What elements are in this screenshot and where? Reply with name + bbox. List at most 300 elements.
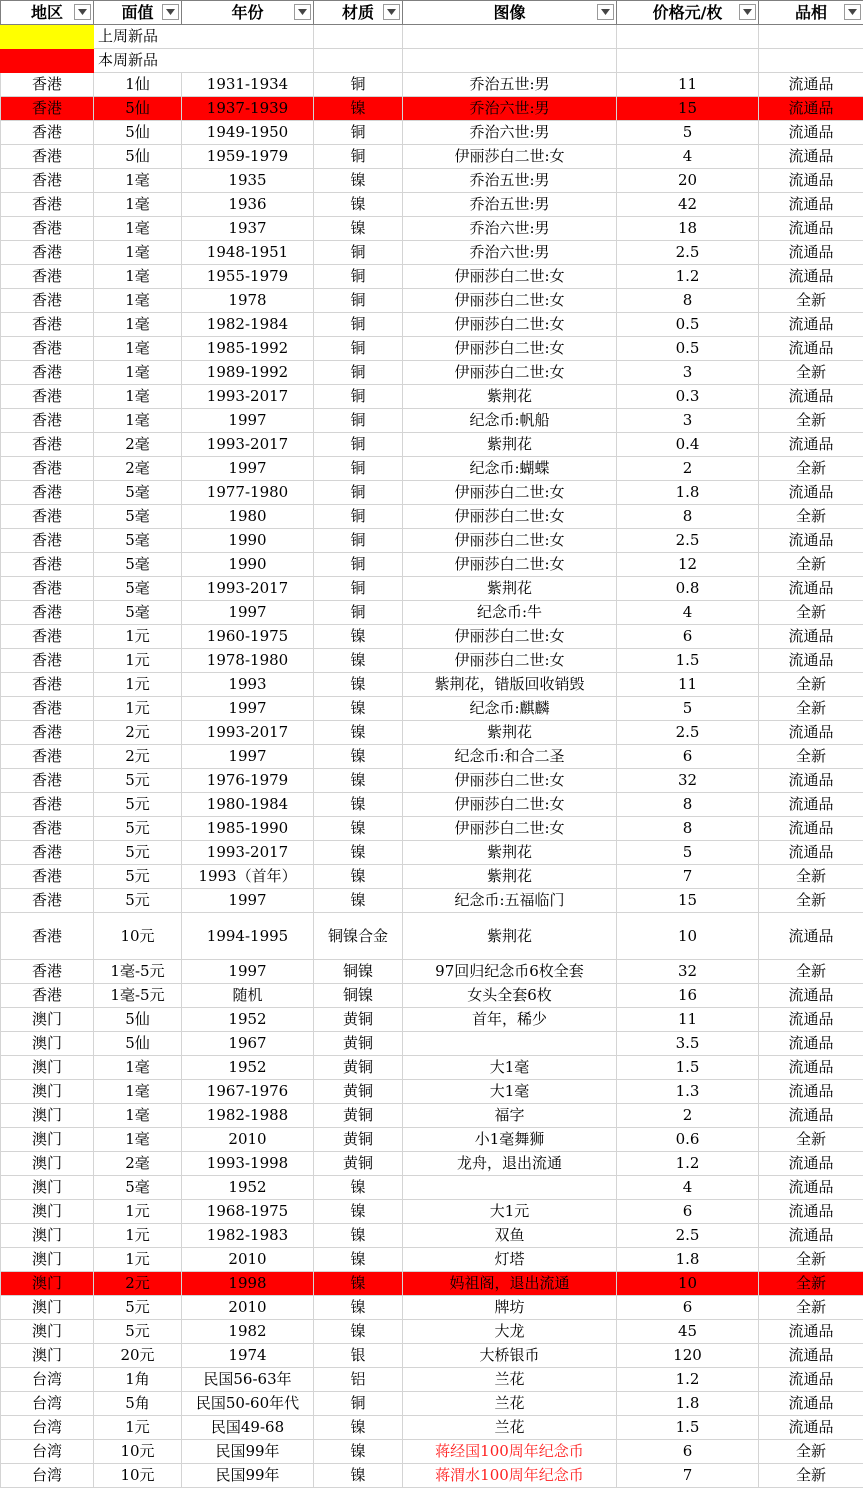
cell-year[interactable]: 民国99年 [182, 1440, 314, 1464]
cell-condition[interactable]: 全新 [759, 960, 863, 984]
cell-region[interactable]: 澳门 [1, 1320, 94, 1344]
cell-material[interactable]: 铜 [314, 1392, 403, 1416]
cell-denomination[interactable]: 5毫 [94, 505, 182, 529]
cell-year[interactable]: 1990 [182, 529, 314, 553]
table-row[interactable] [1, 1176, 863, 1200]
filter-dropdown-icon[interactable] [597, 4, 614, 20]
cell-region[interactable]: 香港 [1, 433, 94, 457]
cell-image[interactable]: 伊丽莎白二世:女 [403, 817, 617, 841]
cell-region[interactable]: 香港 [1, 577, 94, 601]
cell-price[interactable]: 18 [617, 217, 759, 241]
cell-material[interactable]: 铜 [314, 289, 403, 313]
cell-price[interactable]: 0.3 [617, 385, 759, 409]
cell-region[interactable]: 香港 [1, 481, 94, 505]
cell-denomination[interactable]: 2毫 [94, 457, 182, 481]
cell-denomination[interactable]: 1元 [94, 649, 182, 673]
cell-material[interactable]: 镍 [314, 217, 403, 241]
cell-region[interactable]: 澳门 [1, 1176, 94, 1200]
cell-material[interactable]: 镍 [314, 1176, 403, 1200]
cell-material[interactable]: 镍 [314, 1320, 403, 1344]
table-row[interactable] [1, 1032, 863, 1056]
cell-price[interactable]: 15 [617, 889, 759, 913]
cell-condition[interactable]: 流通品 [759, 577, 863, 601]
cell-region[interactable]: 香港 [1, 960, 94, 984]
table-row[interactable] [1, 409, 863, 433]
cell-year[interactable]: 1967-1976 [182, 1080, 314, 1104]
cell-denomination[interactable]: 10元 [94, 1464, 182, 1488]
cell-year[interactable]: 1994-1995 [182, 913, 314, 960]
cell-year[interactable]: 1967 [182, 1032, 314, 1056]
cell-denomination[interactable]: 5角 [94, 1392, 182, 1416]
cell-year[interactable]: 1993 [182, 673, 314, 697]
cell-region[interactable]: 香港 [1, 745, 94, 769]
cell-condition[interactable]: 流通品 [759, 169, 863, 193]
cell-condition[interactable]: 全新 [759, 745, 863, 769]
cell-condition[interactable]: 流通品 [759, 433, 863, 457]
cell-denomination[interactable]: 5毫 [94, 553, 182, 577]
cell-image[interactable]: 乔治六世:男 [403, 121, 617, 145]
cell-denomination[interactable]: 5元 [94, 1296, 182, 1320]
cell-price[interactable]: 15 [617, 97, 759, 121]
cell-region[interactable]: 香港 [1, 121, 94, 145]
table-row[interactable] [1, 841, 863, 865]
cell-image[interactable]: 伊丽莎白二世:女 [403, 625, 617, 649]
table-row[interactable] [1, 1080, 863, 1104]
cell-region[interactable]: 香港 [1, 97, 94, 121]
cell-region[interactable]: 香港 [1, 721, 94, 745]
cell-price[interactable]: 8 [617, 505, 759, 529]
cell-image[interactable]: 小1毫舞狮 [403, 1128, 617, 1152]
cell-denomination[interactable]: 5毫 [94, 481, 182, 505]
cell-price[interactable]: 7 [617, 865, 759, 889]
cell-condition[interactable]: 流通品 [759, 625, 863, 649]
cell-price[interactable]: 1.8 [617, 481, 759, 505]
cell-material[interactable]: 铜 [314, 577, 403, 601]
cell-region[interactable]: 澳门 [1, 1200, 94, 1224]
cell-price[interactable]: 1.5 [617, 1416, 759, 1440]
cell-region[interactable]: 香港 [1, 601, 94, 625]
cell-price[interactable]: 120 [617, 1344, 759, 1368]
cell-image[interactable]: 乔治五世:男 [403, 169, 617, 193]
cell-condition[interactable]: 流通品 [759, 217, 863, 241]
cell-material[interactable]: 银 [314, 1344, 403, 1368]
cell-region[interactable]: 香港 [1, 169, 94, 193]
cell-denomination[interactable]: 1毫 [94, 1056, 182, 1080]
table-row[interactable] [1, 1128, 863, 1152]
table-row[interactable] [1, 529, 863, 553]
cell-condition[interactable]: 流通品 [759, 1224, 863, 1248]
cell-denomination[interactable]: 2元 [94, 1272, 182, 1296]
table-row[interactable] [1, 121, 863, 145]
cell-material[interactable]: 铜 [314, 265, 403, 289]
cell-year[interactable]: 1978-1980 [182, 649, 314, 673]
cell-price[interactable]: 11 [617, 1008, 759, 1032]
cell-year[interactable]: 1998 [182, 1272, 314, 1296]
table-row[interactable] [1, 601, 863, 625]
cell-price[interactable]: 6 [617, 1296, 759, 1320]
cell-image[interactable]: 大1毫 [403, 1056, 617, 1080]
cell-condition[interactable]: 全新 [759, 289, 863, 313]
cell-material[interactable]: 镍 [314, 841, 403, 865]
cell-price[interactable]: 6 [617, 1200, 759, 1224]
cell-material[interactable]: 镍 [314, 697, 403, 721]
cell-year[interactable]: 1949-1950 [182, 121, 314, 145]
table-row[interactable] [1, 1320, 863, 1344]
cell-condition[interactable]: 全新 [759, 457, 863, 481]
cell-image[interactable]: 灯塔 [403, 1248, 617, 1272]
cell-condition[interactable]: 流通品 [759, 817, 863, 841]
cell-material[interactable]: 镍 [314, 673, 403, 697]
cell-denomination[interactable]: 1毫 [94, 1080, 182, 1104]
cell-denomination[interactable]: 1毫 [94, 385, 182, 409]
cell-region[interactable]: 澳门 [1, 1224, 94, 1248]
cell-image[interactable]: 紫荆花 [403, 721, 617, 745]
table-row[interactable] [1, 1440, 863, 1464]
cell-image[interactable]: 大桥银币 [403, 1344, 617, 1368]
cell-material[interactable]: 黄铜 [314, 1008, 403, 1032]
table-row[interactable] [1, 1152, 863, 1176]
cell-material[interactable]: 镍 [314, 865, 403, 889]
cell-image[interactable]: 伊丽莎白二世:女 [403, 649, 617, 673]
cell-material[interactable]: 黄铜 [314, 1056, 403, 1080]
cell-denomination[interactable]: 5毫 [94, 529, 182, 553]
cell-image[interactable]: 伊丽莎白二世:女 [403, 145, 617, 169]
table-row[interactable] [1, 385, 863, 409]
cell-price[interactable]: 8 [617, 793, 759, 817]
cell-denomination[interactable]: 5元 [94, 793, 182, 817]
cell-image[interactable]: 首年，稀少 [403, 1008, 617, 1032]
cell-denomination[interactable]: 5毫 [94, 601, 182, 625]
cell-condition[interactable]: 流通品 [759, 481, 863, 505]
cell-year[interactable]: 1993-1998 [182, 1152, 314, 1176]
cell-region[interactable]: 澳门 [1, 1296, 94, 1320]
cell-image[interactable] [403, 1176, 617, 1200]
cell-price[interactable]: 3.5 [617, 1032, 759, 1056]
cell-material[interactable]: 镍 [314, 1440, 403, 1464]
cell-condition[interactable]: 流通品 [759, 1008, 863, 1032]
cell-year[interactable]: 1974 [182, 1344, 314, 1368]
cell-year[interactable]: 1997 [182, 745, 314, 769]
cell-price[interactable]: 0.8 [617, 577, 759, 601]
cell-year[interactable]: 1935 [182, 169, 314, 193]
cell-year[interactable]: 民国56-63年 [182, 1368, 314, 1392]
cell-price[interactable]: 1.2 [617, 1152, 759, 1176]
cell-condition[interactable]: 流通品 [759, 193, 863, 217]
cell-condition[interactable]: 全新 [759, 601, 863, 625]
cell-region[interactable]: 香港 [1, 457, 94, 481]
cell-region[interactable]: 香港 [1, 817, 94, 841]
cell-year[interactable]: 1959-1979 [182, 145, 314, 169]
cell-year[interactable]: 1993-2017 [182, 385, 314, 409]
cell-denomination[interactable]: 1元 [94, 673, 182, 697]
cell-condition[interactable]: 全新 [759, 505, 863, 529]
cell-image[interactable]: 紫荆花，错版回收销毁 [403, 673, 617, 697]
cell-region[interactable]: 香港 [1, 625, 94, 649]
cell-material[interactable]: 镍 [314, 169, 403, 193]
cell-image[interactable]: 女头全套6枚 [403, 984, 617, 1008]
table-row[interactable] [1, 697, 863, 721]
cell-material[interactable]: 铜 [314, 409, 403, 433]
cell-image[interactable]: 纪念币:麒麟 [403, 697, 617, 721]
cell-condition[interactable]: 全新 [759, 361, 863, 385]
cell-image[interactable]: 乔治五世:男 [403, 73, 617, 97]
table-row[interactable] [1, 481, 863, 505]
cell-year[interactable]: 1955-1979 [182, 265, 314, 289]
cell-condition[interactable]: 流通品 [759, 1200, 863, 1224]
cell-condition[interactable]: 全新 [759, 1272, 863, 1296]
cell-image[interactable]: 双鱼 [403, 1224, 617, 1248]
cell-material[interactable]: 铜 [314, 505, 403, 529]
cell-denomination[interactable]: 1毫 [94, 409, 182, 433]
cell-price[interactable]: 6 [617, 1440, 759, 1464]
table-row[interactable] [1, 1416, 863, 1440]
cell-price[interactable]: 10 [617, 1272, 759, 1296]
table-row[interactable] [1, 361, 863, 385]
table-row[interactable] [1, 433, 863, 457]
cell-condition[interactable]: 流通品 [759, 145, 863, 169]
cell-image[interactable]: 紫荆花 [403, 865, 617, 889]
cell-condition[interactable]: 流通品 [759, 1104, 863, 1128]
cell-material[interactable]: 铜 [314, 313, 403, 337]
cell-image[interactable]: 蒋渭水100周年纪念币 [403, 1464, 617, 1488]
cell-price[interactable]: 7 [617, 1464, 759, 1488]
cell-year[interactable]: 1997 [182, 697, 314, 721]
cell-material[interactable]: 镍 [314, 1248, 403, 1272]
cell-year[interactable]: 1990 [182, 553, 314, 577]
cell-price[interactable]: 42 [617, 193, 759, 217]
cell-image[interactable]: 紫荆花 [403, 433, 617, 457]
cell-condition[interactable]: 流通品 [759, 913, 863, 960]
cell-image[interactable]: 兰花 [403, 1392, 617, 1416]
cell-region[interactable]: 澳门 [1, 1008, 94, 1032]
filter-dropdown-icon[interactable] [383, 4, 400, 20]
cell-region[interactable]: 台湾 [1, 1464, 94, 1488]
cell-price[interactable]: 1.5 [617, 649, 759, 673]
cell-price[interactable]: 3 [617, 409, 759, 433]
cell-material[interactable]: 铜 [314, 337, 403, 361]
table-row[interactable] [1, 649, 863, 673]
cell-material[interactable]: 铜镍 [314, 984, 403, 1008]
cell-image[interactable]: 紫荆花 [403, 385, 617, 409]
cell-year[interactable]: 1997 [182, 960, 314, 984]
cell-denomination[interactable]: 1元 [94, 1200, 182, 1224]
cell-region[interactable]: 台湾 [1, 1392, 94, 1416]
cell-image[interactable]: 蒋经国100周年纪念币 [403, 1440, 617, 1464]
cell-condition[interactable]: 流通品 [759, 241, 863, 265]
cell-denomination[interactable]: 1毫-5元 [94, 984, 182, 1008]
cell-year[interactable]: 1993-2017 [182, 721, 314, 745]
cell-region[interactable]: 澳门 [1, 1128, 94, 1152]
cell-denomination[interactable]: 5元 [94, 889, 182, 913]
cell-denomination[interactable]: 2毫 [94, 433, 182, 457]
cell-year[interactable]: 1936 [182, 193, 314, 217]
cell-denomination[interactable]: 5元 [94, 841, 182, 865]
cell-price[interactable]: 11 [617, 673, 759, 697]
cell-material[interactable]: 铜 [314, 121, 403, 145]
cell-region[interactable]: 台湾 [1, 1368, 94, 1392]
cell-condition[interactable]: 全新 [759, 1296, 863, 1320]
cell-condition[interactable]: 流通品 [759, 793, 863, 817]
cell-image[interactable]: 乔治六世:男 [403, 241, 617, 265]
cell-material[interactable]: 铜 [314, 433, 403, 457]
cell-denomination[interactable]: 1毫 [94, 265, 182, 289]
cell-price[interactable]: 10 [617, 913, 759, 960]
cell-denomination[interactable]: 5元 [94, 817, 182, 841]
cell-image[interactable]: 纪念币:和合二圣 [403, 745, 617, 769]
cell-year[interactable]: 民国50-60年代 [182, 1392, 314, 1416]
cell-condition[interactable]: 流通品 [759, 1320, 863, 1344]
cell-denomination[interactable]: 1毫 [94, 313, 182, 337]
cell-region[interactable]: 香港 [1, 984, 94, 1008]
table-row[interactable] [1, 73, 863, 97]
cell-denomination[interactable]: 2元 [94, 745, 182, 769]
cell-image[interactable]: 伊丽莎白二世:女 [403, 337, 617, 361]
cell-year[interactable]: 1952 [182, 1056, 314, 1080]
cell-price[interactable]: 8 [617, 289, 759, 313]
cell-year[interactable]: 1982-1984 [182, 313, 314, 337]
table-row[interactable] [1, 97, 863, 121]
cell-denomination[interactable]: 5仙 [94, 145, 182, 169]
cell-image[interactable] [403, 1032, 617, 1056]
cell-price[interactable]: 1.2 [617, 265, 759, 289]
cell-region[interactable]: 澳门 [1, 1032, 94, 1056]
cell-year[interactable]: 1993-2017 [182, 433, 314, 457]
cell-material[interactable]: 镍 [314, 793, 403, 817]
cell-region[interactable]: 香港 [1, 241, 94, 265]
cell-image[interactable]: 伊丽莎白二世:女 [403, 793, 617, 817]
table-row[interactable] [1, 313, 863, 337]
cell-denomination[interactable]: 1毫 [94, 337, 182, 361]
cell-price[interactable]: 5 [617, 121, 759, 145]
cell-condition[interactable]: 流通品 [759, 649, 863, 673]
cell-denomination[interactable]: 10元 [94, 913, 182, 960]
cell-condition[interactable]: 全新 [759, 1440, 863, 1464]
cell-denomination[interactable]: 1毫 [94, 193, 182, 217]
cell-condition[interactable]: 流通品 [759, 721, 863, 745]
table-row[interactable] [1, 1224, 863, 1248]
cell-denomination[interactable]: 5仙 [94, 121, 182, 145]
table-row[interactable] [1, 193, 863, 217]
table-row[interactable] [1, 673, 863, 697]
cell-year[interactable]: 1997 [182, 889, 314, 913]
cell-denomination[interactable]: 5元 [94, 865, 182, 889]
cell-image[interactable]: 纪念币:蝴蝶 [403, 457, 617, 481]
cell-year[interactable]: 民国99年 [182, 1464, 314, 1488]
cell-material[interactable]: 镍 [314, 1296, 403, 1320]
cell-image[interactable]: 紫荆花 [403, 913, 617, 960]
cell-denomination[interactable]: 1元 [94, 625, 182, 649]
cell-region[interactable]: 香港 [1, 793, 94, 817]
cell-condition[interactable]: 流通品 [759, 1416, 863, 1440]
cell-material[interactable]: 黄铜 [314, 1032, 403, 1056]
table-row[interactable] [1, 793, 863, 817]
cell-material[interactable]: 镍 [314, 769, 403, 793]
table-row[interactable] [1, 289, 863, 313]
cell-price[interactable]: 0.6 [617, 1128, 759, 1152]
cell-image[interactable]: 伊丽莎白二世:女 [403, 289, 617, 313]
table-row[interactable] [1, 1368, 863, 1392]
table-row[interactable] [1, 745, 863, 769]
cell-material[interactable]: 铜 [314, 361, 403, 385]
cell-condition[interactable]: 流通品 [759, 1152, 863, 1176]
cell-region[interactable]: 香港 [1, 409, 94, 433]
cell-region[interactable]: 香港 [1, 313, 94, 337]
cell-year[interactable]: 1982 [182, 1320, 314, 1344]
table-row[interactable] [1, 769, 863, 793]
cell-year[interactable]: 1980 [182, 505, 314, 529]
cell-condition[interactable]: 流通品 [759, 337, 863, 361]
cell-condition[interactable]: 流通品 [759, 97, 863, 121]
table-row[interactable] [1, 1344, 863, 1368]
table-row[interactable] [1, 913, 863, 960]
cell-year[interactable]: 1993（首年） [182, 865, 314, 889]
cell-region[interactable]: 香港 [1, 145, 94, 169]
cell-year[interactable]: 1982-1983 [182, 1224, 314, 1248]
cell-image[interactable]: 妈祖阁，退出流通 [403, 1272, 617, 1296]
cell-region[interactable]: 香港 [1, 841, 94, 865]
cell-region[interactable]: 台湾 [1, 1440, 94, 1464]
cell-image[interactable]: 伊丽莎白二世:女 [403, 265, 617, 289]
cell-region[interactable]: 香港 [1, 337, 94, 361]
table-row[interactable] [1, 1200, 863, 1224]
cell-year[interactable]: 1989-1992 [182, 361, 314, 385]
cell-condition[interactable]: 全新 [759, 889, 863, 913]
cell-image[interactable]: 纪念币:五福临门 [403, 889, 617, 913]
cell-denomination[interactable]: 5毫 [94, 577, 182, 601]
cell-material[interactable]: 镍 [314, 745, 403, 769]
cell-region[interactable]: 澳门 [1, 1152, 94, 1176]
cell-price[interactable]: 0.5 [617, 313, 759, 337]
cell-denomination[interactable]: 20元 [94, 1344, 182, 1368]
cell-price[interactable]: 3 [617, 361, 759, 385]
cell-material[interactable]: 镍 [314, 97, 403, 121]
cell-year[interactable]: 2010 [182, 1296, 314, 1320]
cell-denomination[interactable]: 5仙 [94, 97, 182, 121]
cell-condition[interactable]: 全新 [759, 673, 863, 697]
cell-denomination[interactable]: 1毫-5元 [94, 960, 182, 984]
cell-region[interactable]: 澳门 [1, 1272, 94, 1296]
cell-condition[interactable]: 全新 [759, 865, 863, 889]
cell-condition[interactable]: 全新 [759, 409, 863, 433]
cell-region[interactable]: 香港 [1, 697, 94, 721]
cell-condition[interactable]: 流通品 [759, 841, 863, 865]
cell-material[interactable]: 铜 [314, 481, 403, 505]
cell-condition[interactable]: 流通品 [759, 1344, 863, 1368]
cell-region[interactable]: 香港 [1, 553, 94, 577]
cell-year[interactable]: 1931-1934 [182, 73, 314, 97]
cell-image[interactable]: 伊丽莎白二世:女 [403, 529, 617, 553]
cell-material[interactable]: 黄铜 [314, 1104, 403, 1128]
cell-material[interactable]: 镍 [314, 1416, 403, 1440]
cell-price[interactable]: 6 [617, 745, 759, 769]
cell-price[interactable]: 45 [617, 1320, 759, 1344]
cell-price[interactable]: 6 [617, 625, 759, 649]
cell-price[interactable]: 32 [617, 960, 759, 984]
table-row[interactable] [1, 217, 863, 241]
cell-price[interactable]: 1.8 [617, 1392, 759, 1416]
table-row[interactable] [1, 960, 863, 984]
cell-year[interactable]: 1960-1975 [182, 625, 314, 649]
cell-image[interactable]: 97回归纪念币6枚全套 [403, 960, 617, 984]
cell-year[interactable]: 1993-2017 [182, 577, 314, 601]
cell-material[interactable]: 铜镍合金 [314, 913, 403, 960]
cell-image[interactable]: 伊丽莎白二世:女 [403, 505, 617, 529]
cell-condition[interactable]: 全新 [759, 1128, 863, 1152]
cell-region[interactable]: 澳门 [1, 1344, 94, 1368]
cell-condition[interactable]: 流通品 [759, 121, 863, 145]
cell-denomination[interactable]: 5仙 [94, 1008, 182, 1032]
cell-region[interactable]: 香港 [1, 73, 94, 97]
